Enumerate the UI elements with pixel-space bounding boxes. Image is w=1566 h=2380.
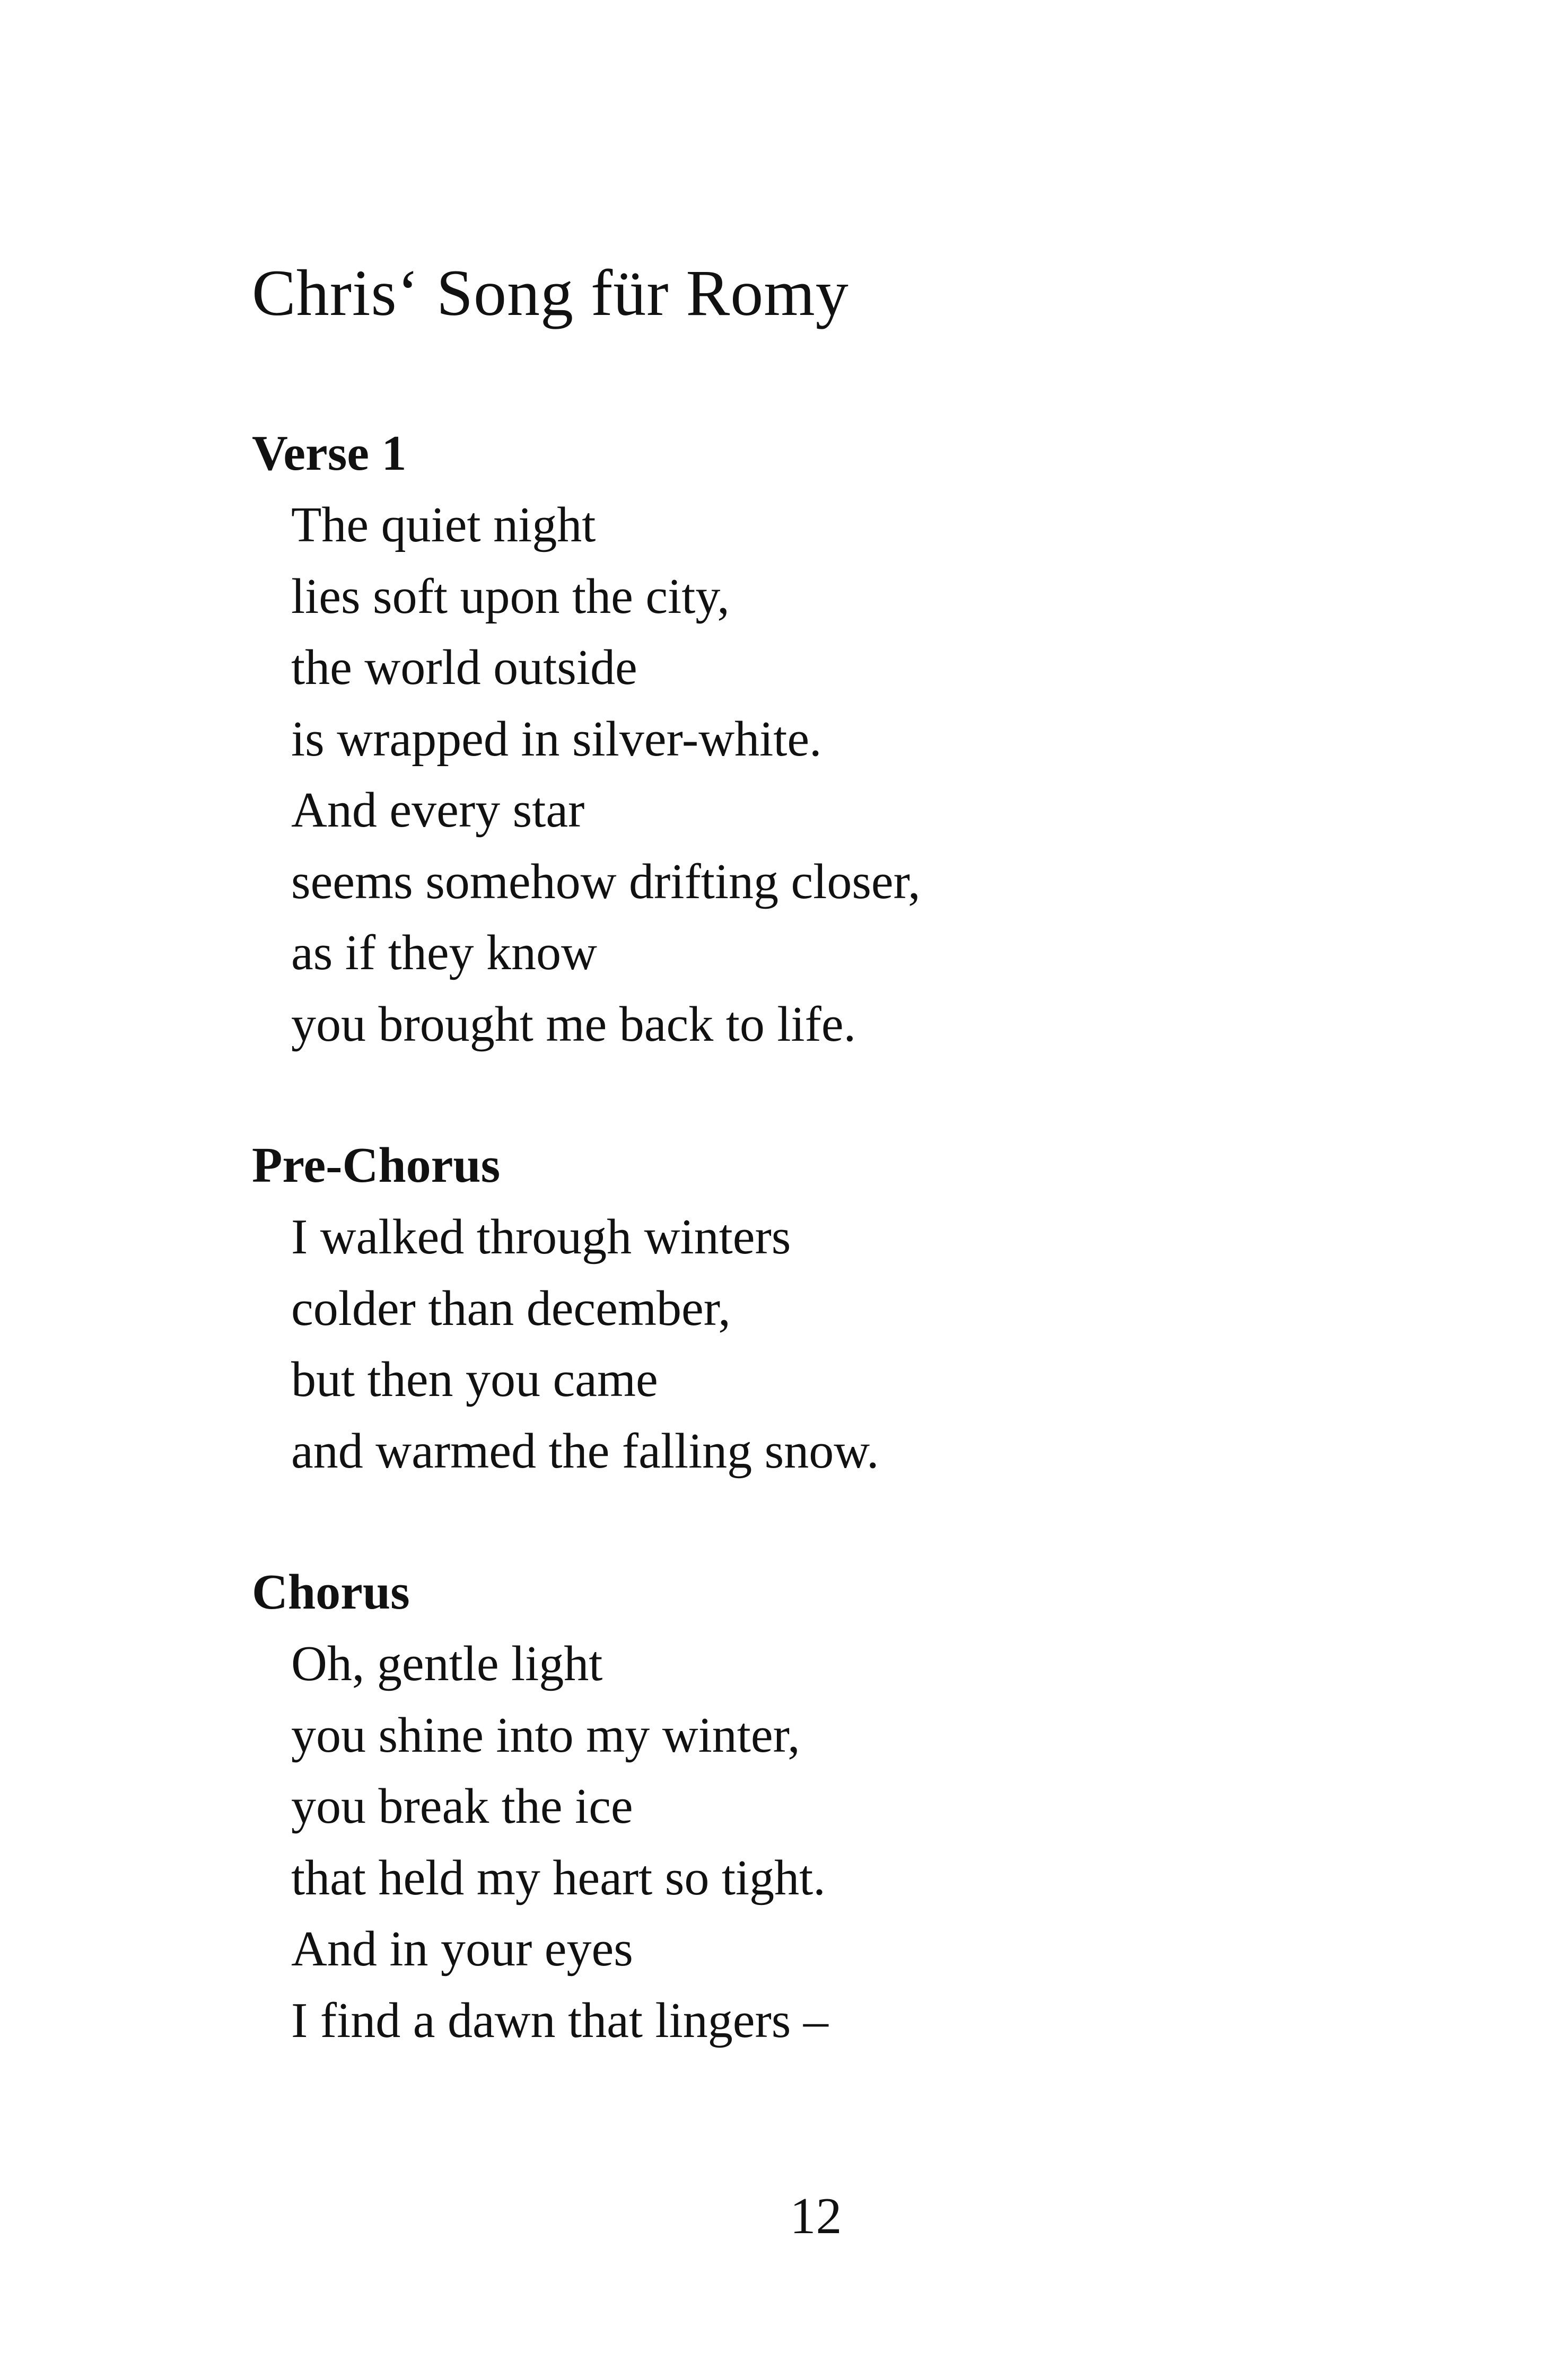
lyric-line: lies soft upon the city, [291, 568, 730, 624]
lyric-line: you shine into my winter, [291, 1707, 800, 1763]
lyric-line: and warmed the falling snow. [291, 1423, 879, 1479]
lyric-line: but then you came [291, 1352, 658, 1407]
lyric-line: is wrapped in silver-white. [291, 711, 822, 767]
lyric-line: Oh, gentle light [291, 1636, 603, 1691]
section-chorus [252, 1557, 828, 2056]
lyric-line: And every star [291, 783, 585, 838]
lyric-line: as if they know [291, 925, 597, 980]
lyric-line: colder than december, [291, 1280, 731, 1336]
lyric-lines [252, 1201, 879, 1487]
section-heading: Chorus [252, 1565, 410, 1620]
lyric-line: And in your eyes [291, 1921, 633, 1977]
lyric-line: that held my heart so tight. [291, 1850, 826, 1905]
lyric-line: the world outside [291, 640, 637, 695]
lyric-line: The quiet night [291, 497, 596, 552]
lyric-line: you brought me back to life. [291, 996, 856, 1052]
lyric-line: I find a dawn that lingers – [291, 1992, 828, 2048]
lyric-lines [252, 489, 921, 1060]
section-pre-chorus [252, 1130, 879, 1487]
lyric-lines [252, 1628, 828, 2056]
section-verse-1 [252, 418, 921, 1060]
lyric-line: seems somehow drifting closer, [291, 854, 921, 909]
section-heading: Verse 1 [252, 426, 407, 481]
section-heading: Pre-Chorus [252, 1138, 501, 1193]
lyric-line: you break the ice [291, 1779, 633, 1834]
page-number: 12 [790, 2188, 842, 2245]
song-title: Chris‘ Song für Romy [252, 257, 849, 329]
lyric-line: I walked through winters [291, 1209, 791, 1264]
